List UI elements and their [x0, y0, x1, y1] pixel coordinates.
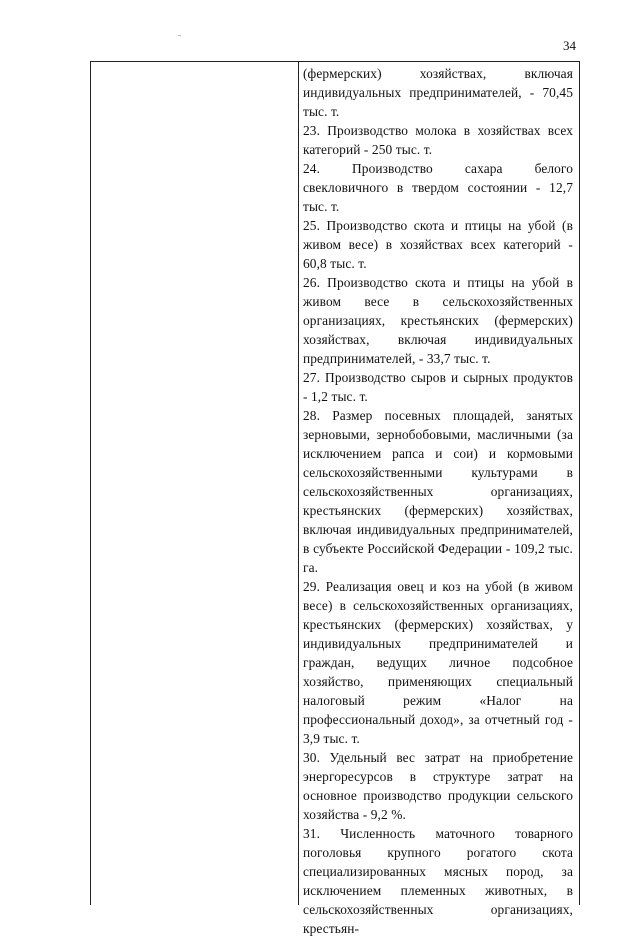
paragraph-item-25: 25. Производство скота и птицы на убой (в живом весе) в хозяйствах всех категорий - 60,8 тыс. т.: [303, 218, 573, 271]
paragraph-item-28: 28. Размер посевных площадей, занятых зерновыми, зернобобовыми, масличными (за исключением рапса и сои) и кормовыми сельскохозяйственными культурами в сельскохозяйственных организациях, крестьянских (фермерских) хозяйствах, включая индивидуальных предпринимателей, в субъекте Российской Федерации - 109,2 тыс. га.: [303, 408, 573, 575]
paragraph-item-26: 26. Производство скота и птицы на убой в живом весе в сельскохозяйственных организациях, крестьянских (фермерских) хозяйствах, включая индивидуальных предпринимателей, - 33,7 тыс. т.: [303, 275, 573, 366]
scan-speck: [178, 35, 181, 36]
paragraph-item-24: 24. Производство сахара белого свекловичного в твердом состоянии - 12,7 тыс. т.: [303, 161, 573, 214]
paragraph-item-30: 30. Удельный вес затрат на приобретение энергоресурсов в структуре затрат на основное производство продукции сельского хозяйства - 9,2 %.: [303, 750, 573, 822]
paragraph-item-29: 29. Реализация овец и коз на убой (в живом весе) в сельскохозяйственных организациях, крестьянских (фермерских) хозяйствах, у индивидуальных предпринимателей и граждан, ведущих личное подсобное хозяйство, применяющих специальный налоговый режим «Налог на профессиональный доход», за отчетный год - 3,9 тыс. т.: [303, 579, 573, 746]
paragraph-item-23: 23. Производство молока в хозяйствах всех категорий - 250 тыс. т.: [303, 123, 573, 157]
paragraph-item-27: 27. Производство сыров и сырных продуктов - 1,2 тыс. т.: [303, 370, 573, 404]
table-right-column: [303, 64, 573, 938]
table-left-column: [91, 62, 299, 905]
document-table: [90, 61, 580, 936]
page-number: 34: [563, 38, 576, 53]
paragraph-continuation: (фермерских) хозяйствах, включая индивидуальных предпринимателей, - 70,45 тыс. т.: [303, 66, 573, 119]
paragraph-item-31: 31. Численность маточного товарного поголовья крупного рогатого скота специализированных мясных пород, за исключением племенных животных, в сельскохозяйственных организациях, крестьян-: [303, 826, 573, 936]
